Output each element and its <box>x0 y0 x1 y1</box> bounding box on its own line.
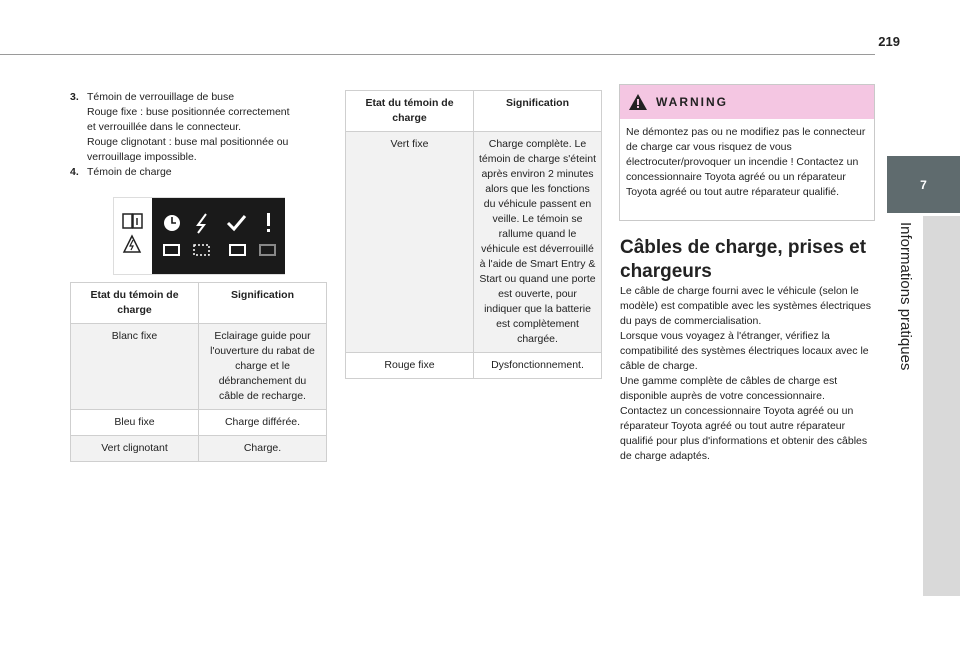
chapter-tab[interactable]: 7 <box>887 156 960 213</box>
list-line: Témoin de charge <box>87 166 172 178</box>
list-line: verrouillage impossible. <box>87 151 197 163</box>
indicator-label-area <box>114 198 152 274</box>
table-cell: Vert clignotant <box>71 436 199 462</box>
list-item <box>70 165 328 180</box>
paragraph: Une gamme complète de câbles de charge est disponible auprès de votre concessionnaire. <box>620 375 838 402</box>
list-line: Rouge fixe : buse positionnée correctement <box>87 106 290 118</box>
clock-icon <box>164 215 180 231</box>
list-number: 3. <box>70 91 79 103</box>
exclamation-icon <box>267 213 270 232</box>
page-number: 219 <box>878 34 900 49</box>
warning-triangle-icon <box>628 93 648 111</box>
list-body <box>87 90 290 165</box>
paragraph: Lorsque vous voyagez à l'étranger, vérifiez la compatibilité des systèmes électriques locaux avec le câble de charge. <box>620 330 869 372</box>
list-line: Rouge clignotant : buse mal positionnée ou <box>87 136 289 148</box>
side-bar <box>923 216 960 596</box>
table-header-row <box>71 283 327 324</box>
table-cell: Charge. <box>199 436 327 462</box>
table-cell: Charge différée. <box>199 410 327 436</box>
paragraph: Contactez un concessionnaire Toyota agréé ou un réparateur Toyota agréé ou tout autre réparateur qualifié pour plus d'informations et obtenir des câbles de charge adaptés. <box>620 405 868 462</box>
table-header: Signification <box>199 283 327 324</box>
table-cell: Charge complète. Le témoin de charge s'éteint après environ 2 minutes alors que les fonctions du véhicule passent en veille. Le témoin se rallume quand le véhicule est déverrouillé à l'aide de Smart Entry & Start ou quand une porte est ouverte, pour indiquer que la batterie est complètement chargée. <box>474 132 602 353</box>
manual-book-icon <box>114 198 152 274</box>
warning-header <box>620 85 874 119</box>
chapter-title: Informations pratiques <box>897 222 914 371</box>
column-1 <box>70 90 328 180</box>
table-row <box>346 132 602 353</box>
table-header: Etat du témoin de charge <box>346 91 474 132</box>
table-cell: Vert fixe <box>346 132 474 353</box>
table-cell: Rouge fixe <box>346 353 474 379</box>
square-led-icon <box>164 245 275 255</box>
table-row <box>346 353 602 379</box>
table-cell: Bleu fixe <box>71 410 199 436</box>
section-title: Câbles de charge, prises et chargeurs <box>620 237 867 282</box>
table-header-row <box>346 91 602 132</box>
table-header: Signification <box>474 91 602 132</box>
warning-title: WARNING <box>656 95 728 109</box>
checkmark-icon <box>228 216 245 229</box>
list-number: 4. <box>70 166 79 178</box>
table-row <box>71 436 327 462</box>
lightning-icon <box>198 214 206 233</box>
warning-box <box>619 84 875 221</box>
table-row <box>71 410 327 436</box>
list-line: et verrouillée dans le connecteur. <box>87 121 242 133</box>
charge-indicator-table-2 <box>345 90 602 379</box>
top-rule <box>0 54 875 55</box>
paragraph: Le câble de charge fourni avec le véhicule (selon le modèle) est compatible avec les systèmes électriques du pays de commercialisation. <box>620 285 871 327</box>
list-item <box>70 90 328 165</box>
charge-indicator-illustration <box>113 197 285 275</box>
list-body <box>87 165 172 180</box>
charge-indicator-table-1 <box>70 282 327 462</box>
list-line: Témoin de verrouillage de buse <box>87 91 235 103</box>
section-body <box>620 284 880 464</box>
table-cell: Blanc fixe <box>71 324 199 410</box>
table-row <box>71 324 327 410</box>
table-cell: Eclairage guide pour l'ouverture du rabat de charge et le débranchement du câble de recharge. <box>199 324 327 410</box>
warning-text: Ne démontez pas ou ne modifiez pas le connecteur de charge car vous risquez de vous électrocuter/provoquer un incendie ! Contactez un concessionnaire Toyota agréé ou un réparateur Toyota agréé ou tout autre réparateur qualifié. <box>626 126 866 198</box>
indicator-led-area <box>152 198 285 274</box>
table-header: Etat du témoin de charge <box>71 283 199 324</box>
table-cell: Dysfonctionnement. <box>474 353 602 379</box>
